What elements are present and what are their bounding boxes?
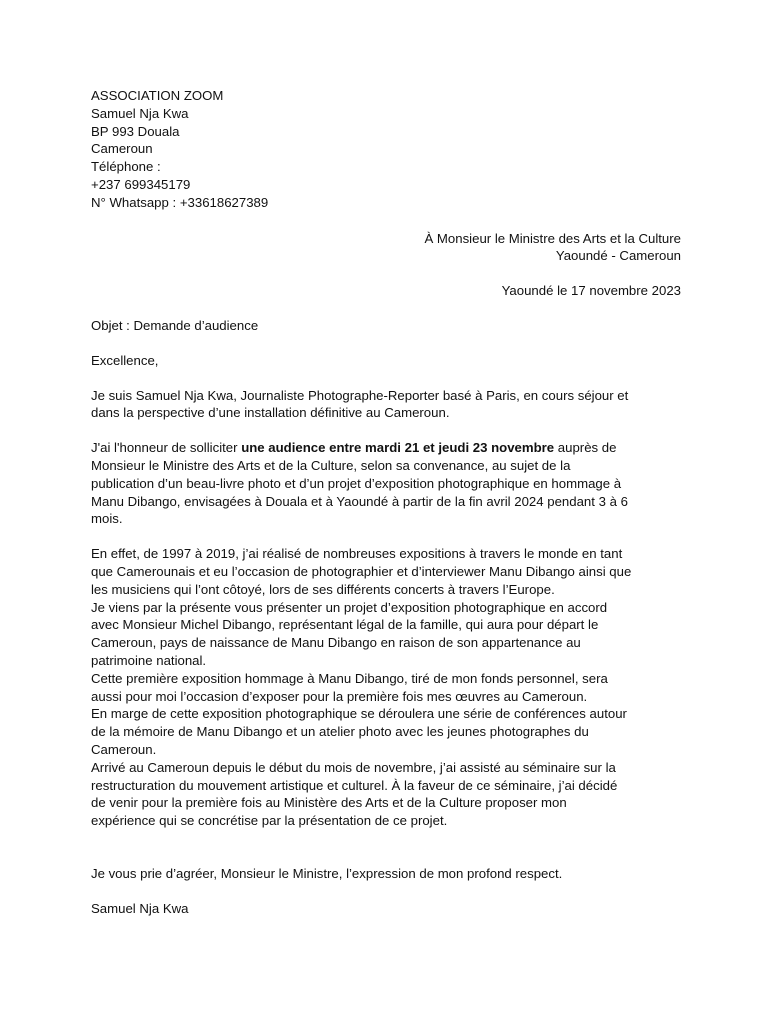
sender-name: Samuel Nja Kwa	[91, 105, 189, 121]
paragraph-line: de venir pour la première fois au Ministère des Arts et de la Culture proposer mon	[91, 795, 567, 811]
paragraph-line: restructuration du mouvement artistique et culturel. À la faveur de ce séminaire, j’ai décidé	[91, 777, 618, 793]
paragraph-line: Manu Dibango, envisagées à Douala et à Yaoundé à partir de la fin avril 2024 pendant 3 à 6	[91, 493, 628, 509]
request-first-line	[91, 439, 681, 457]
request-prefix: J'ai l'honneur de solliciter	[91, 440, 242, 456]
sender-organization: ASSOCIATION ZOOM	[91, 88, 224, 103]
paragraph-line: Je viens par la présente vous présenter un projet d’exposition photographique en accord	[91, 599, 608, 615]
paragraph-line: aussi pour moi l’occasion d’exposer pour la première fois mes œuvres au Cameroun.	[91, 688, 588, 704]
paragraph-line: patrimoine national.	[91, 652, 207, 668]
paragraph-intro	[91, 387, 681, 423]
letter-date	[91, 282, 681, 300]
sender-phone: +237 699345179	[91, 176, 191, 192]
paragraph-line: Cameroun, pays de naissance de Manu Dibango en raison de son appartenance au	[91, 635, 581, 651]
paragraph-line: Je suis Samuel Nja Kwa, Journaliste Photographe-Reporter basé à Paris, en cours séjour et	[91, 387, 629, 403]
paragraph-line: publication d’un beau-livre photo et d’un projet d’exposition photographique en hommage à	[91, 475, 622, 491]
sender-whatsapp: N° Whatsapp : +33618627389	[91, 194, 269, 210]
letter-salutation	[91, 352, 681, 370]
sender-po-box: BP 993 Douala	[91, 123, 180, 139]
sender-country: Cameroun	[91, 141, 153, 157]
signature-name: Samuel Nja Kwa	[91, 900, 189, 916]
letter-closing	[91, 865, 681, 883]
request-suffix: auprès de	[554, 440, 617, 456]
date-text: Yaoundé le 17 novembre 2023	[501, 283, 681, 299]
letter-page	[91, 87, 681, 917]
recipient-block	[91, 230, 681, 266]
recipient-line-1: À Monsieur le Ministre des Arts et la Culture	[424, 230, 681, 246]
paragraph-line: En marge de cette exposition photographique se déroulera une série de conférences autour	[91, 706, 627, 722]
letter-subject	[91, 317, 681, 335]
salutation-text: Excellence,	[91, 352, 159, 368]
paragraph-request	[91, 439, 681, 528]
paragraph-line: de la mémoire de Manu Dibango et un atelier photo avec les jeunes photographes du	[91, 724, 589, 740]
sender-block	[91, 87, 681, 212]
paragraph-body	[91, 545, 681, 830]
recipient-line-2: Yaoundé - Cameroun	[555, 248, 681, 264]
paragraph-line: Cameroun.	[91, 741, 157, 757]
paragraph-line: que Camerounais et eu l’occasion de photographier et d’interviewer Manu Dibango ainsi que	[91, 563, 632, 579]
subject-text: Objet : Demande d’audience	[91, 317, 259, 333]
paragraph-line: dans la perspective d’une installation définitive au Cameroun.	[91, 405, 450, 421]
letter-signature	[91, 900, 681, 918]
paragraph-line: les musiciens qui l’ont côtoyé, lors de ses différents concerts à travers l’Europe.	[91, 581, 555, 597]
paragraph-line: expérience qui se concrétise par la présentation de ce projet.	[91, 813, 448, 829]
paragraph-line: Cette première exposition hommage à Manu Dibango, tiré de mon fonds personnel, sera	[91, 670, 608, 686]
paragraph-line: Monsieur le Ministre des Arts et de la Culture, selon sa convenance, au sujet de la	[91, 457, 571, 473]
paragraph-line: En effet, de 1997 à 2019, j’ai réalisé de nombreuses expositions à travers le monde en tant	[91, 546, 623, 562]
closing-text: Je vous prie d’agréer, Monsieur le Ministre, l’expression de mon profond respect.	[91, 865, 563, 881]
paragraph-line: mois.	[91, 511, 123, 527]
request-bold-dates: une audience entre mardi 21 et jeudi 23 novembre	[241, 440, 555, 456]
sender-phone-label: Téléphone :	[91, 159, 161, 175]
paragraph-line: avec Monsieur Michel Dibango, représentant légal de la famille, qui aura pour départ le	[91, 617, 599, 633]
paragraph-line: Arrivé au Cameroun depuis le début du mois de novembre, j’ai assisté au séminaire sur la	[91, 759, 616, 775]
